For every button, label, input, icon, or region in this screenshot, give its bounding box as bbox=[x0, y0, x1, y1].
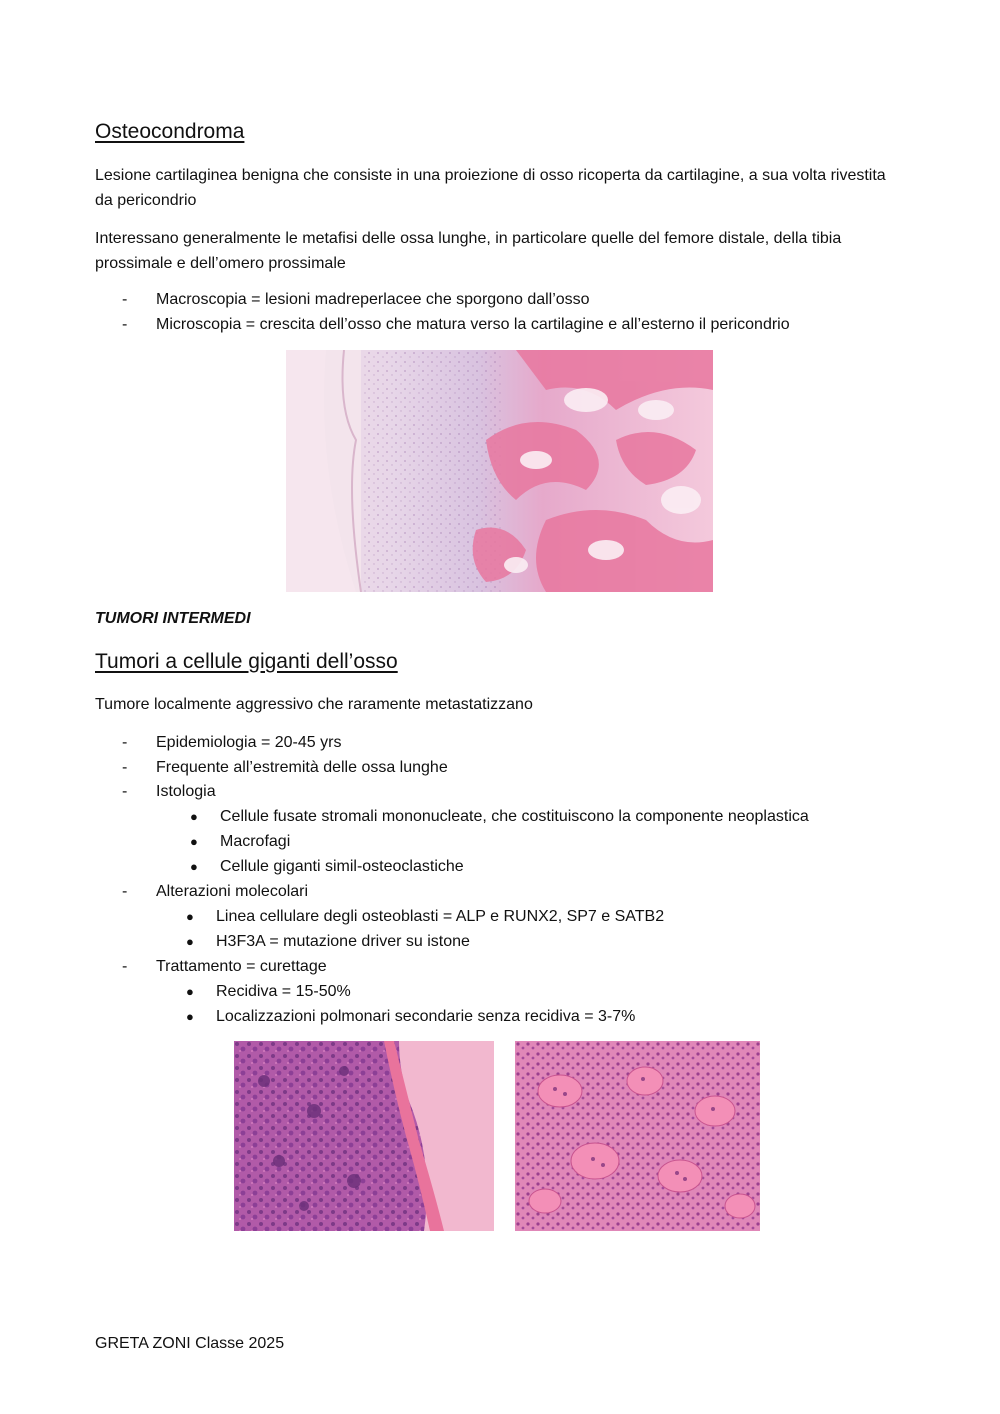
list-item-text: Cellule giganti simil-osteoclastiche bbox=[220, 858, 464, 875]
bullet-marker: ● bbox=[186, 1009, 194, 1024]
bullet-marker: ● bbox=[190, 809, 198, 824]
list-item bbox=[122, 755, 448, 780]
histology-image-giant-cell-high-power bbox=[515, 1041, 760, 1231]
dash-marker: - bbox=[122, 958, 128, 975]
bullet-marker: ● bbox=[186, 934, 194, 949]
sub-list-item bbox=[186, 929, 470, 954]
sub-list-item bbox=[186, 904, 664, 929]
list-item-text: Macroscopia = lesioni madreperlacee che sporgono dall’osso bbox=[156, 291, 590, 308]
dash-marker: - bbox=[122, 316, 128, 333]
histology-image-osteochondroma bbox=[286, 350, 713, 592]
sub-list-item bbox=[186, 1004, 635, 1029]
footer-author: GRETA ZONI Classe 2025 bbox=[95, 1335, 285, 1352]
list-item bbox=[122, 879, 308, 904]
list-item bbox=[122, 287, 590, 312]
list-item-text: Trattamento = curettage bbox=[156, 958, 327, 975]
list-item-text: Frequente all’estremità delle ossa lunghe bbox=[156, 759, 448, 776]
section-title-osteocondroma: Osteocondroma bbox=[95, 120, 245, 143]
section-heading-tumori-intermedi: TUMORI INTERMEDI bbox=[95, 610, 251, 627]
paragraph-location: Interessano generalmente le metafisi delle ossa lunghe, in particolare quelle del femore distale, della tibia prossimale e dell’omero prossimale bbox=[95, 230, 842, 272]
sub-list-item bbox=[190, 854, 464, 879]
list-item-text: Linea cellulare degli osteoblasti = ALP e RUNX2, SP7 e SATB2 bbox=[216, 908, 665, 925]
dash-marker: - bbox=[122, 783, 128, 800]
dash-marker: - bbox=[122, 291, 128, 308]
list-item bbox=[122, 779, 216, 804]
sub-list-item bbox=[190, 804, 809, 829]
list-item-text: Cellule fusate stromali mononucleate, che costituiscono la componente neoplastica bbox=[220, 808, 809, 825]
list-item-text: Epidemiologia = 20-45 yrs bbox=[156, 734, 342, 751]
list-item-text: Localizzazioni polmonari secondarie senza recidiva = 3-7% bbox=[216, 1008, 636, 1025]
list-item-text: Macrofagi bbox=[220, 833, 291, 850]
list-item-text: Recidiva = 15-50% bbox=[216, 983, 351, 1000]
sub-list-item bbox=[186, 979, 351, 1004]
list-item-text: H3F3A = mutazione driver su istone bbox=[216, 933, 470, 950]
dash-marker: - bbox=[122, 734, 128, 751]
dash-marker: - bbox=[122, 883, 128, 900]
list-item bbox=[122, 730, 341, 755]
list-item-text: Microscopia = crescita dell’osso che matura verso la cartilagine e all’esterno il pericondrio bbox=[156, 316, 790, 333]
paragraph-description: Tumore localmente aggressivo che raramente metastatizzano bbox=[95, 696, 533, 713]
bullet-marker: ● bbox=[190, 859, 198, 874]
histology-image-giant-cell-low-power bbox=[234, 1041, 494, 1231]
bullet-marker: ● bbox=[186, 909, 194, 924]
bullet-marker: ● bbox=[190, 834, 198, 849]
sub-list-item bbox=[190, 829, 290, 854]
section-title-tumori-cellule-giganti: Tumori a cellule giganti dell’osso bbox=[95, 650, 398, 673]
dash-marker: - bbox=[122, 759, 128, 776]
list-item bbox=[122, 954, 327, 979]
list-item bbox=[122, 312, 790, 337]
list-item-text: Alterazioni molecolari bbox=[156, 883, 309, 900]
paragraph-definition: Lesione cartilaginea benigna che consiste in una proiezione di osso ricoperta da cartilagine, a sua volta rivestita da pericondrio bbox=[95, 167, 886, 209]
bullet-marker: ● bbox=[186, 984, 194, 999]
list-item-text: Istologia bbox=[156, 783, 216, 800]
